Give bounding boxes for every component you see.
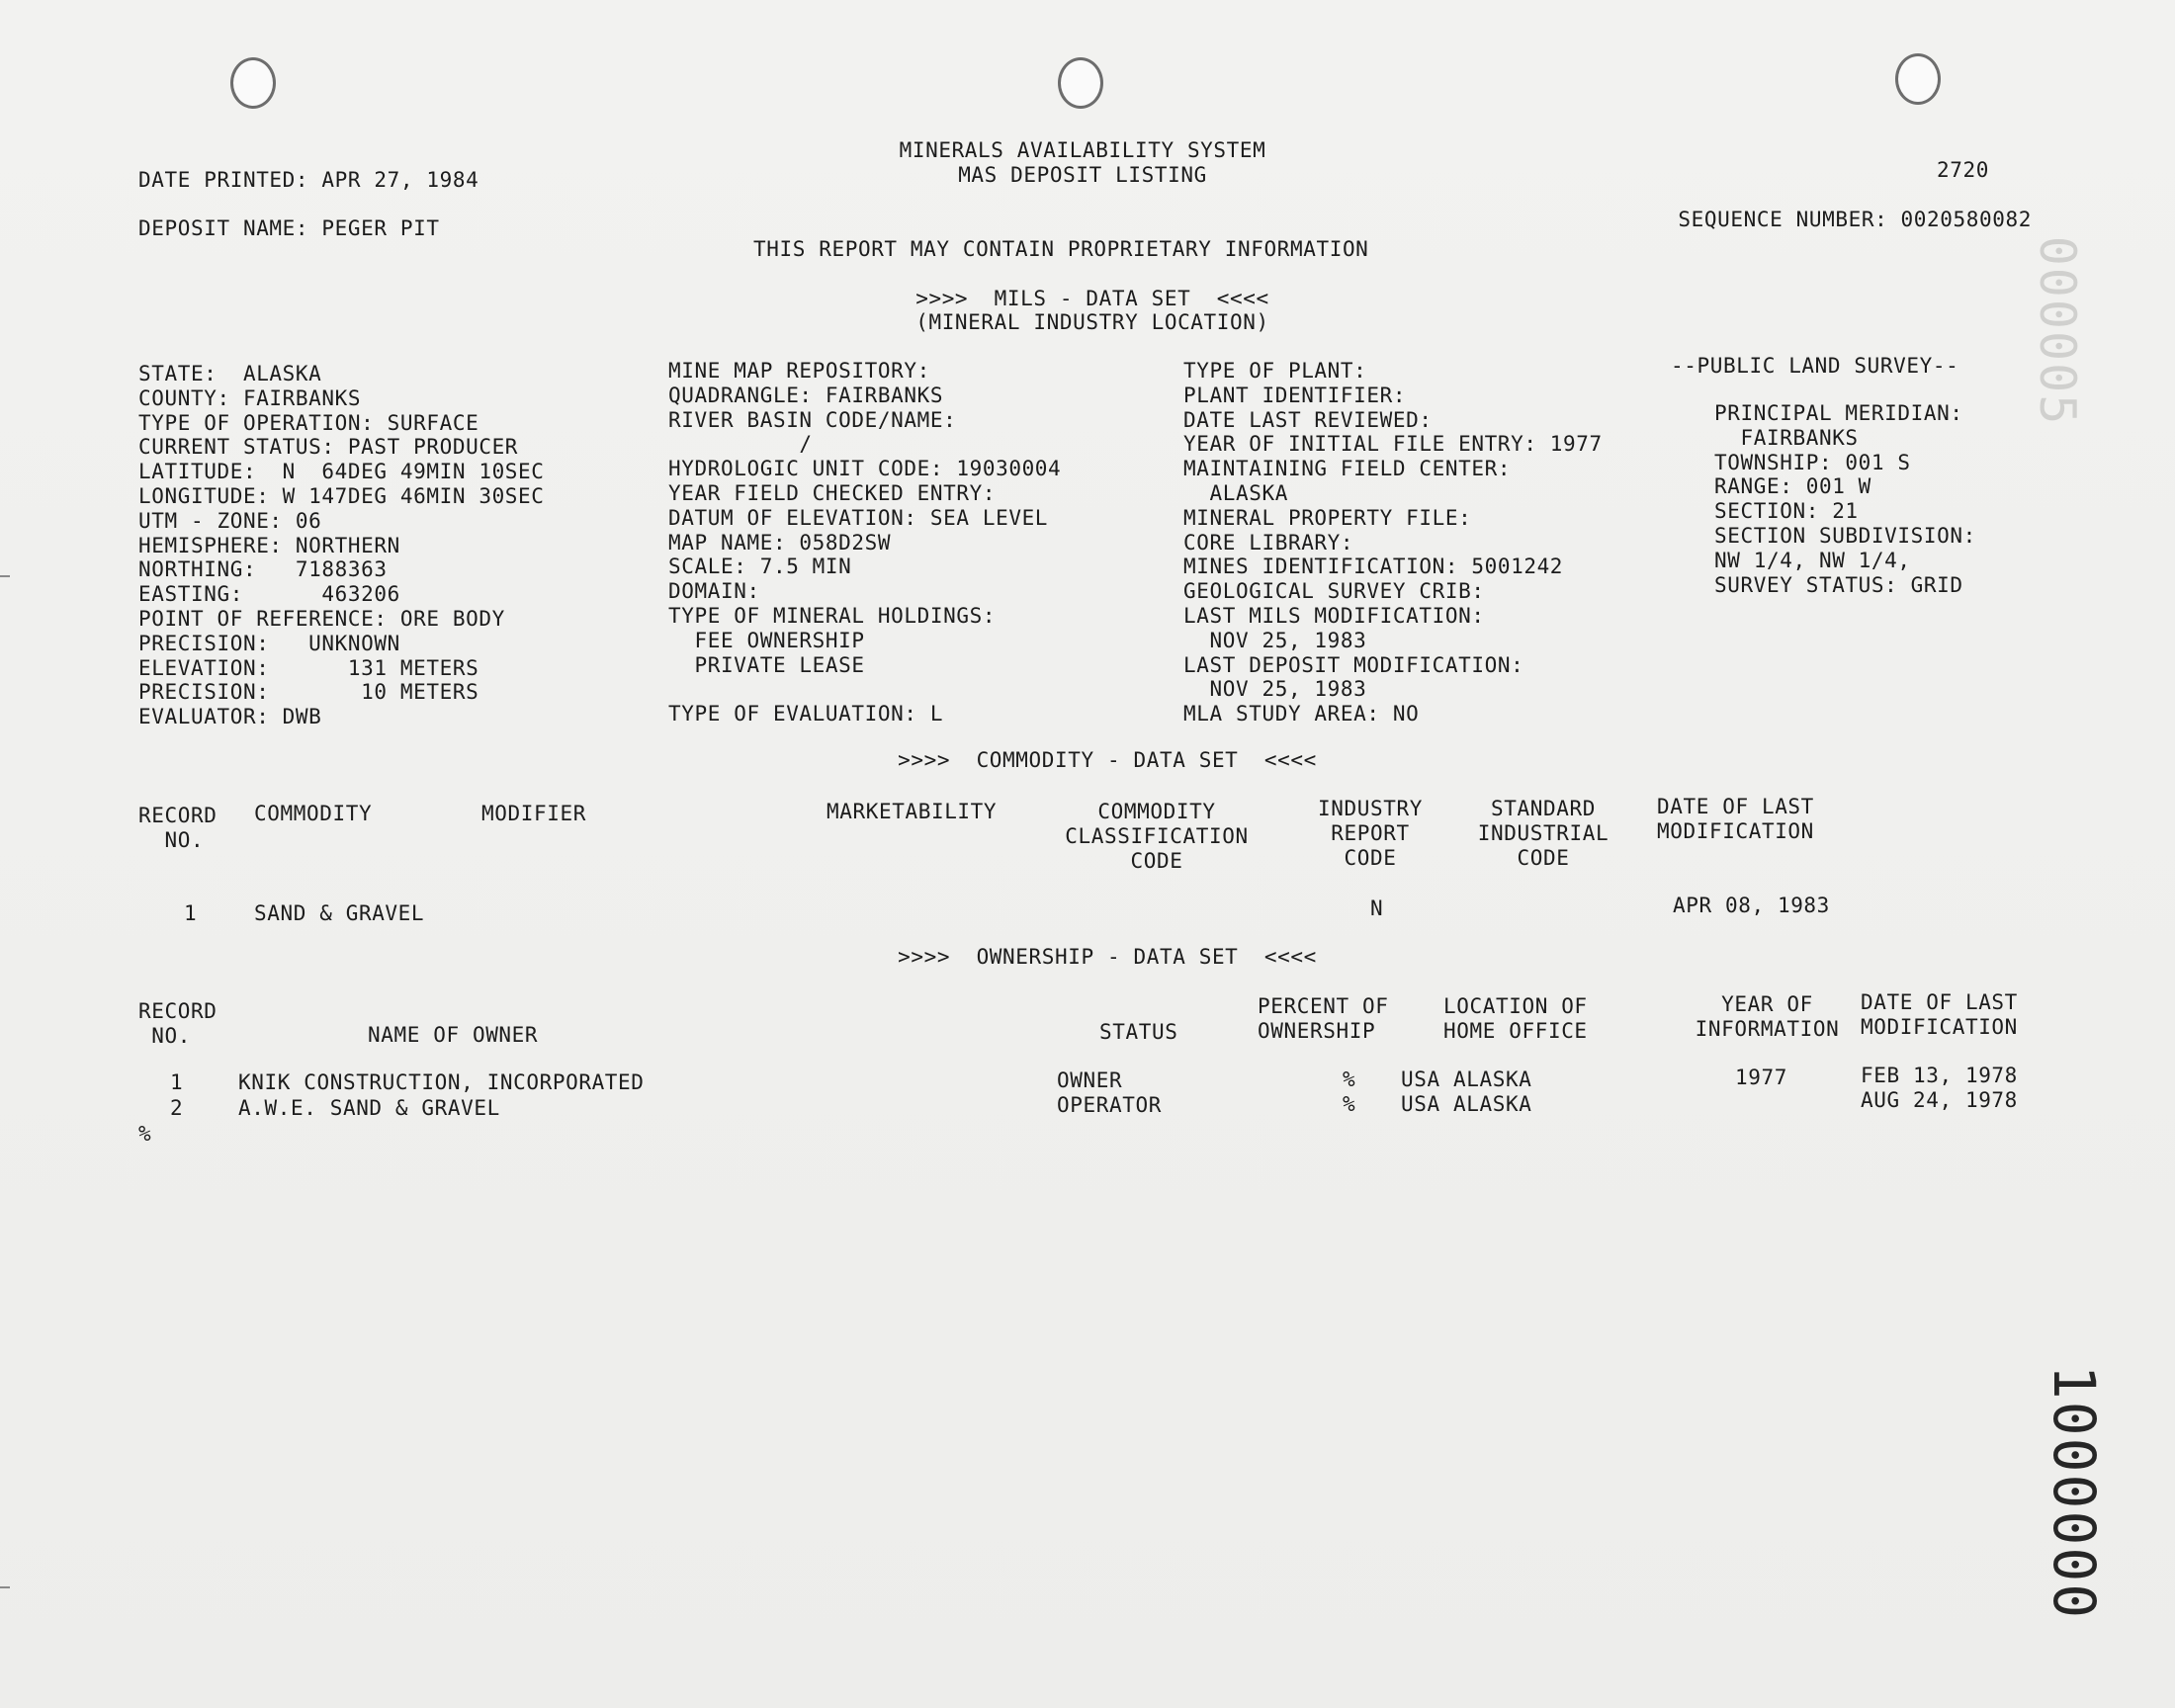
field-line: HEMISPHERE: NORTHERN bbox=[138, 533, 400, 557]
field-line: CORE LIBRARY: bbox=[1183, 530, 1354, 555]
field-line: FEE OWNERSHIP bbox=[668, 628, 865, 652]
field-line: NOV 25, 1983 bbox=[1183, 628, 1367, 652]
ownership-col-status: STATUS bbox=[1099, 1020, 1178, 1044]
field-line: QUADRANGLE: FAIRBANKS bbox=[668, 383, 944, 407]
frame-stamp-number: 1000000 bbox=[2041, 1364, 2108, 1621]
field-line: TYPE OF EVALUATION: L bbox=[668, 702, 944, 726]
commodity-col-commodity: COMMODITY bbox=[254, 802, 373, 825]
field-line: LAST MILS MODIFICATION: bbox=[1183, 604, 1485, 628]
public-land-survey-heading: --PUBLIC LAND SURVEY-- bbox=[1671, 354, 1959, 378]
field-line: RIVER BASIN CODE/NAME: bbox=[668, 407, 957, 432]
field-line: UTM - ZONE: 06 bbox=[138, 508, 322, 533]
field-line: TYPE OF OPERATION: SURFACE bbox=[138, 410, 479, 435]
faint-frame-number: 000005 bbox=[2029, 235, 2086, 427]
field-line: YEAR OF INITIAL FILE ENTRY: 1977 bbox=[1183, 432, 1603, 457]
field-line: TYPE OF PLANT: bbox=[1183, 359, 1367, 383]
ownership-heading: >>>> OWNERSHIP - DATA SET <<<< bbox=[898, 945, 1317, 969]
field-line: GEOLOGICAL SURVEY CRIB: bbox=[1183, 579, 1485, 604]
field-line: PRINCIPAL MERIDIAN: bbox=[1714, 401, 1963, 425]
ownership-col-percent: PERCENT OF OWNERSHIP bbox=[1258, 994, 1389, 1043]
commodity-col-class-code: COMMODITY CLASSIFICATION CODE bbox=[1065, 800, 1249, 873]
field-line: SURVEY STATUS: GRID bbox=[1714, 572, 1963, 597]
ownership-row-2-record: 2 bbox=[170, 1096, 184, 1120]
commodity-col-industry-code: INDUSTRY REPORT CODE bbox=[1318, 797, 1423, 870]
binder-hole-left bbox=[230, 57, 276, 109]
field-line: YEAR FIELD CHECKED ENTRY: bbox=[668, 481, 997, 505]
field-line: LATITUDE: N 64DEG 49MIN 10SEC bbox=[138, 460, 545, 484]
field-line: DOMAIN: bbox=[668, 579, 760, 604]
field-line: SECTION SUBDIVISION: bbox=[1714, 524, 1976, 548]
commodity-row-industry-code: N bbox=[1370, 897, 1384, 920]
ownership-row-2-last-mod: AUG 24, 1978 bbox=[1861, 1088, 2018, 1112]
mils-heading: >>>> MILS - DATA SET <<<< bbox=[915, 287, 1269, 310]
ownership-col-record: RECORD NO. bbox=[138, 999, 218, 1048]
ownership-row-1-last-mod: FEB 13, 1978 bbox=[1861, 1064, 2018, 1087]
commodity-col-sic-code: STANDARD INDUSTRIAL CODE bbox=[1477, 797, 1610, 870]
listing-title: MAS DEPOSIT LISTING bbox=[958, 163, 1207, 187]
field-line: SECTION: 21 bbox=[1714, 499, 1859, 524]
field-line: PRECISION: UNKNOWN bbox=[138, 631, 400, 655]
sequence-number: SEQUENCE NUMBER: 0020580082 bbox=[1678, 208, 2032, 231]
field-line: NORTHING: 7188363 bbox=[138, 557, 388, 582]
commodity-col-record: RECORD NO. bbox=[138, 804, 218, 852]
commodity-row-record: 1 bbox=[184, 901, 198, 925]
field-line: TOWNSHIP: 001 S bbox=[1714, 450, 1911, 474]
field-line: MINES IDENTIFICATION: 5001242 bbox=[1183, 555, 1564, 579]
commodity-heading: >>>> COMMODITY - DATA SET <<<< bbox=[898, 748, 1317, 772]
field-line: HYDROLOGIC UNIT CODE: 19030004 bbox=[668, 457, 1062, 481]
ownership-col-year: YEAR OF INFORMATION bbox=[1695, 992, 1840, 1041]
field-line: ELEVATION: 131 METERS bbox=[138, 655, 479, 680]
commodity-row-last-mod: APR 08, 1983 bbox=[1673, 894, 1830, 917]
field-line: NW 1/4, NW 1/4, bbox=[1714, 548, 1911, 572]
ownership-row-1-record: 1 bbox=[170, 1070, 184, 1094]
field-line: EASTING: 463206 bbox=[138, 582, 400, 607]
field-line: PLANT IDENTIFIER: bbox=[1183, 383, 1407, 407]
field-line: PRECISION: 10 METERS bbox=[138, 680, 479, 705]
commodity-row-commodity: SAND & GRAVEL bbox=[254, 901, 425, 925]
edge-mark bbox=[0, 575, 10, 577]
ownership-row-1-year: 1977 bbox=[1735, 1066, 1787, 1089]
field-line: LAST DEPOSIT MODIFICATION: bbox=[1183, 652, 1524, 677]
ownership-col-location: LOCATION OF HOME OFFICE bbox=[1443, 994, 1588, 1043]
ownership-row-2-percent: % bbox=[1343, 1092, 1356, 1116]
ownership-row-2-location: USA ALASKA bbox=[1401, 1092, 1532, 1116]
end-of-record-mark: % bbox=[138, 1122, 152, 1146]
field-line: ALASKA bbox=[1183, 481, 1288, 505]
commodity-col-last-mod: DATE OF LAST MODIFICATION bbox=[1657, 795, 1814, 843]
field-line: DATUM OF ELEVATION: SEA LEVEL bbox=[668, 505, 1049, 530]
commodity-col-marketability: MARKETABILITY bbox=[826, 800, 998, 823]
field-line: SCALE: 7.5 MIN bbox=[668, 555, 852, 579]
deposit-name: DEPOSIT NAME: PEGER PIT bbox=[138, 216, 440, 240]
field-line: MAINTAINING FIELD CENTER: bbox=[1183, 457, 1512, 481]
ownership-row-1-location: USA ALASKA bbox=[1401, 1068, 1532, 1091]
field-line: MINE MAP REPOSITORY: bbox=[668, 359, 930, 383]
field-line: MAP NAME: 058D2SW bbox=[668, 530, 892, 555]
field-line: MINERAL PROPERTY FILE: bbox=[1183, 505, 1472, 530]
field-line: / bbox=[668, 432, 813, 457]
ownership-row-1-owner: KNIK CONSTRUCTION, INCORPORATED bbox=[238, 1070, 645, 1094]
field-line: EVALUATOR: DWB bbox=[138, 705, 322, 729]
field-line: MLA STUDY AREA: NO bbox=[1183, 702, 1420, 726]
commodity-col-modifier: MODIFIER bbox=[481, 802, 586, 825]
edge-mark bbox=[0, 1586, 10, 1588]
binder-hole-right bbox=[1895, 53, 1941, 105]
mils-subheading: (MINERAL INDUSTRY LOCATION) bbox=[915, 310, 1269, 334]
date-printed: DATE PRINTED: APR 27, 1984 bbox=[138, 168, 479, 192]
ownership-row-2-status: OPERATOR bbox=[1057, 1093, 1162, 1117]
page-number: 2720 bbox=[1937, 158, 1989, 182]
field-line: FAIRBANKS bbox=[1714, 425, 1859, 450]
field-line: POINT OF REFERENCE: ORE BODY bbox=[138, 607, 505, 631]
field-line: NOV 25, 1983 bbox=[1183, 677, 1367, 702]
field-line: STATE: ALASKA bbox=[138, 362, 322, 385]
system-title: MINERALS AVAILABILITY SYSTEM bbox=[899, 138, 1266, 162]
field-line: RANGE: 001 W bbox=[1714, 474, 1871, 499]
ownership-row-2-owner: A.W.E. SAND & GRAVEL bbox=[238, 1096, 500, 1120]
ownership-col-last-mod: DATE OF LAST MODIFICATION bbox=[1861, 990, 2018, 1039]
field-line: CURRENT STATUS: PAST PRODUCER bbox=[138, 435, 519, 460]
binder-hole-center bbox=[1058, 57, 1103, 109]
field-line: COUNTY: FAIRBANKS bbox=[138, 385, 362, 410]
field-line: LONGITUDE: W 147DEG 46MIN 30SEC bbox=[138, 484, 545, 508]
ownership-col-owner: NAME OF OWNER bbox=[368, 1023, 539, 1047]
field-line: PRIVATE LEASE bbox=[668, 652, 865, 677]
ownership-row-1-percent: % bbox=[1343, 1068, 1356, 1091]
field-line: DATE LAST REVIEWED: bbox=[1183, 407, 1433, 432]
field-line: TYPE OF MINERAL HOLDINGS: bbox=[668, 604, 997, 628]
ownership-row-1-status: OWNER bbox=[1057, 1068, 1123, 1092]
proprietary-notice: THIS REPORT MAY CONTAIN PROPRIETARY INFORMATION bbox=[753, 237, 1369, 261]
